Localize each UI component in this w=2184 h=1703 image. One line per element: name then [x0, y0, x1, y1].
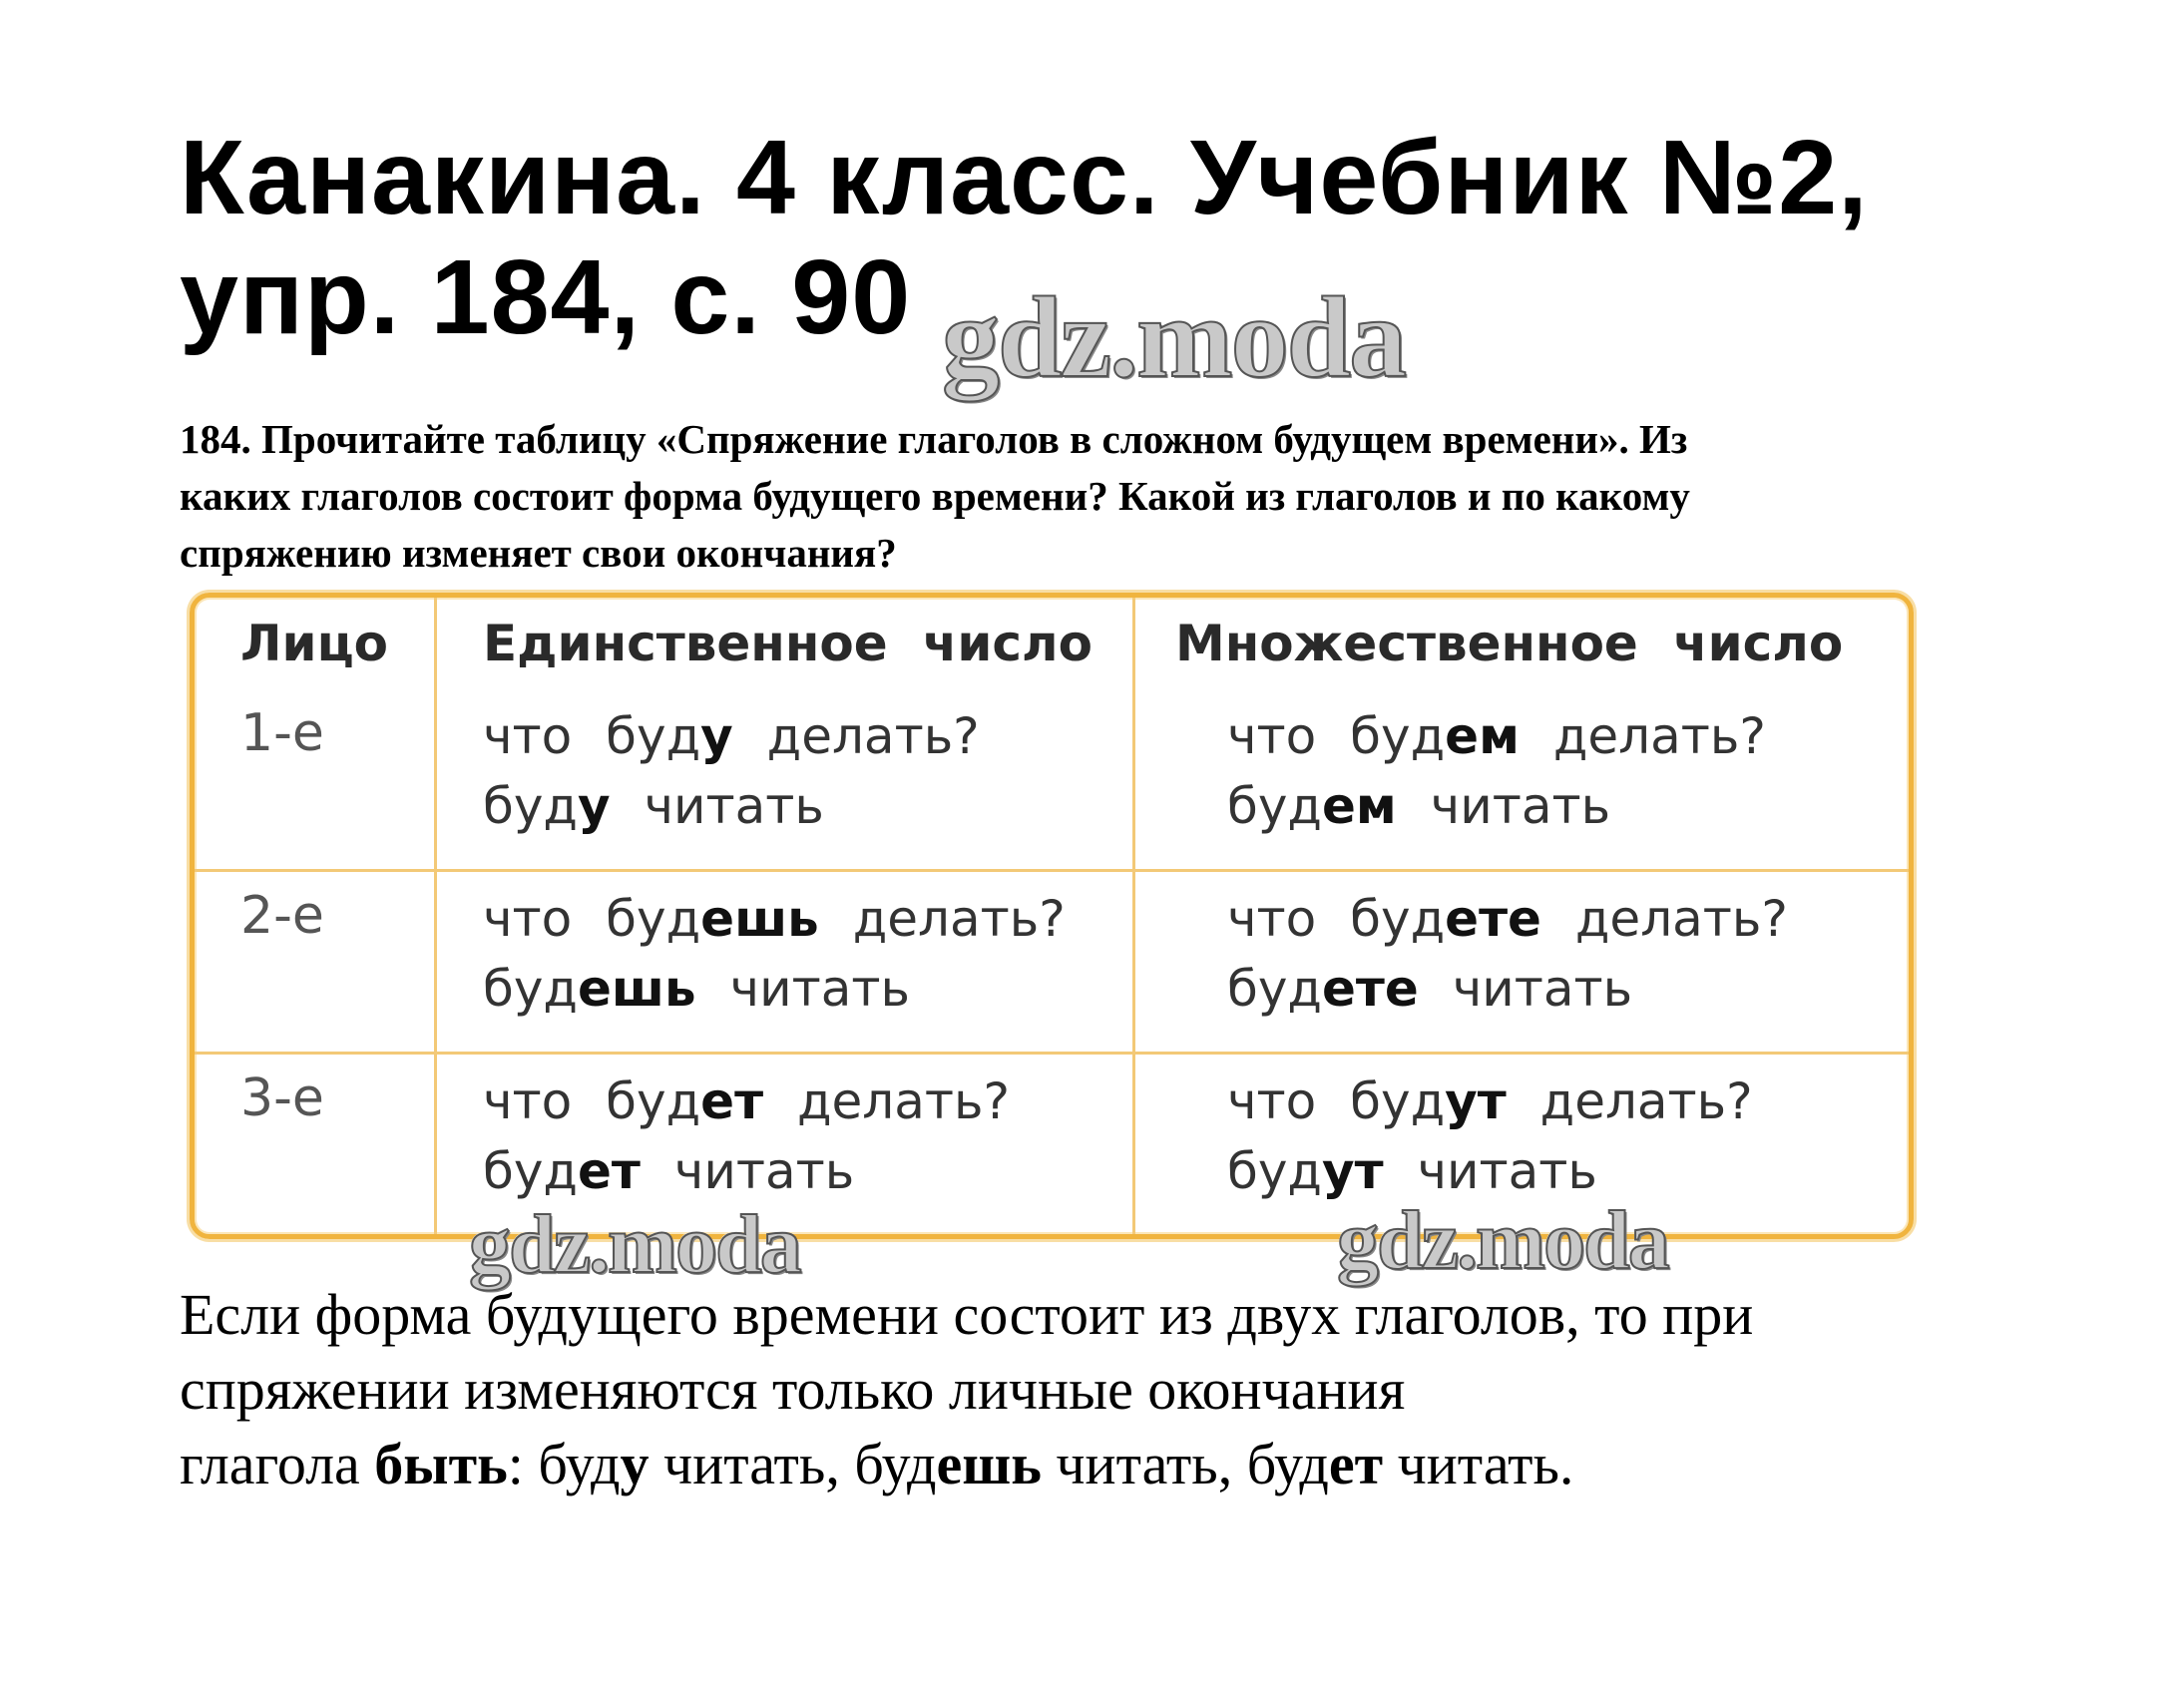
text: читать, буд: [649, 1432, 937, 1496]
stem: буд: [606, 1072, 701, 1130]
question-form: [1227, 1066, 1909, 1136]
ending: у: [620, 1432, 650, 1496]
answer-form: [483, 954, 1132, 1024]
ending: ем: [1322, 777, 1397, 835]
stem: буд: [606, 890, 701, 948]
stem: буд: [483, 960, 578, 1018]
word: читать: [1396, 777, 1611, 835]
question-form: [483, 1066, 1132, 1136]
text: читать.: [1383, 1432, 1574, 1496]
stem: буд: [483, 1142, 578, 1200]
word: делать?: [1540, 890, 1788, 948]
stem: буд: [1350, 890, 1446, 948]
word: читать: [695, 960, 910, 1018]
watermark: gdz.moda: [1337, 1194, 1668, 1287]
singular-cell: [437, 872, 1135, 1055]
stem: буд: [606, 707, 701, 765]
ending: ут: [1322, 1142, 1384, 1200]
word: делать?: [1506, 1072, 1753, 1130]
stem: буд: [1227, 1142, 1322, 1200]
answer-form: [483, 771, 1132, 841]
task-line: каких глаголов состоит форма будущего времени? Какой из глаголов и по какому: [180, 473, 1690, 519]
word: что: [483, 890, 607, 948]
question-form: [483, 884, 1132, 954]
exercise-task: [180, 411, 2075, 582]
word: что: [483, 1072, 607, 1130]
answer-text: [180, 1277, 2125, 1501]
ending: ешь: [936, 1432, 1042, 1496]
answer-form: [1227, 954, 1909, 1024]
watermark: gdz.moda: [942, 274, 1406, 402]
word: делать?: [818, 890, 1066, 948]
ending: у: [700, 707, 733, 765]
word: делать?: [763, 1072, 1011, 1130]
watermark: gdz.moda: [469, 1198, 800, 1291]
stem: буд: [483, 777, 578, 835]
table-row: [195, 872, 1909, 1055]
table-header-row: [195, 598, 1909, 689]
table-row: [195, 689, 1909, 872]
text: : буд: [507, 1432, 621, 1496]
ending: ешь: [578, 960, 696, 1018]
word: читать: [1418, 960, 1633, 1018]
text: читать, буд: [1041, 1432, 1329, 1496]
word: читать: [1383, 1142, 1597, 1200]
word: что: [1227, 890, 1351, 948]
person-cell: 3-е: [195, 1055, 437, 1234]
ending: ешь: [700, 890, 819, 948]
answer-line: [180, 1427, 2125, 1501]
person-cell: 1-е: [195, 689, 437, 872]
stem: буд: [1227, 777, 1322, 835]
answer-line: Если форма будущего времени состоит из двух глаголов, то при: [180, 1282, 1754, 1347]
ending: ете: [1445, 890, 1541, 948]
question-form: [1227, 884, 1909, 954]
question-form: [1227, 701, 1909, 771]
title-line-1: Канакина. 4 класс. Учебник №2,: [180, 119, 1869, 236]
word: читать: [640, 1142, 855, 1200]
ending: ет: [1328, 1432, 1384, 1496]
stem: буд: [1350, 1072, 1446, 1130]
answer-form: [1227, 771, 1909, 841]
bold-word: быть: [374, 1432, 508, 1496]
answer-line: спряжении изменяются только личные окончания: [180, 1357, 1406, 1422]
stem: буд: [1350, 707, 1446, 765]
header-singular: Единственное число: [437, 598, 1135, 689]
plural-cell: [1135, 689, 1909, 872]
question-form: [483, 701, 1132, 771]
person-cell: 2-е: [195, 872, 437, 1055]
word: читать: [610, 777, 824, 835]
word: что: [1227, 707, 1351, 765]
stem: буд: [1227, 960, 1322, 1018]
title-line-2: упр. 184, с. 90: [180, 238, 912, 356]
text: глагола: [180, 1432, 375, 1496]
ending: ет: [700, 1072, 764, 1130]
ending: ет: [578, 1142, 641, 1200]
word: делать?: [1519, 707, 1766, 765]
ending: ете: [1322, 960, 1419, 1018]
conjugation-table: [190, 593, 1914, 1239]
plural-cell: [1135, 872, 1909, 1055]
ending: у: [578, 777, 611, 835]
word: что: [483, 707, 607, 765]
header-plural: Множественное число: [1175, 615, 1844, 672]
task-line: 184. Прочитайте таблицу «Спряжение глаголов в сложном будущем времени». Из: [180, 416, 1688, 462]
ending: ут: [1445, 1072, 1507, 1130]
word: что: [1227, 1072, 1351, 1130]
ending: ем: [1445, 707, 1520, 765]
task-line: спряжению изменяет свои окончания?: [180, 530, 897, 576]
word: делать?: [732, 707, 980, 765]
header-person: Лицо: [195, 598, 437, 689]
answer-form: [483, 1136, 1132, 1206]
singular-cell: [437, 689, 1135, 872]
